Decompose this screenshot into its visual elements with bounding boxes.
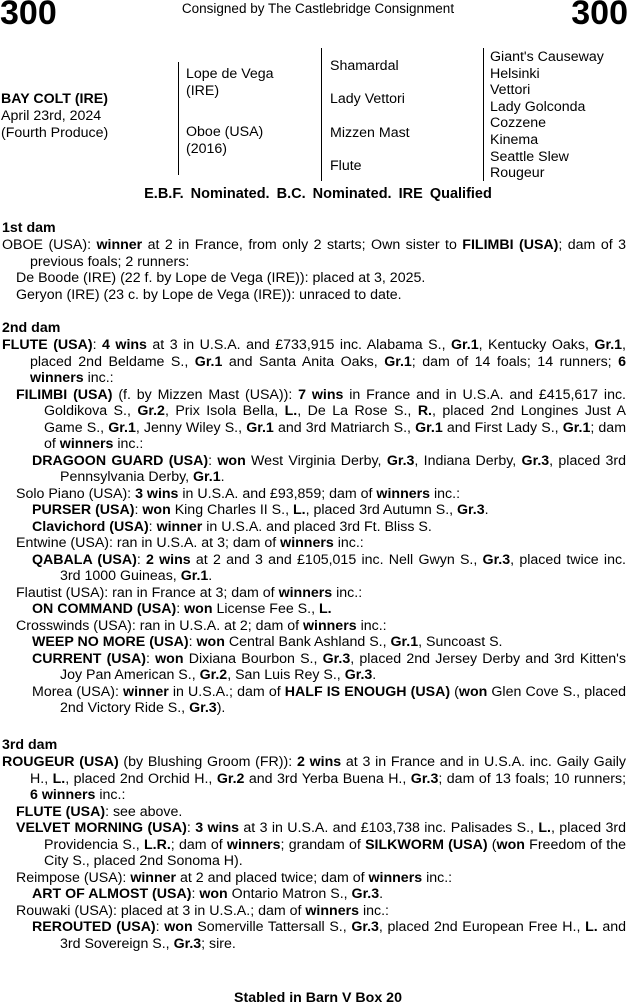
pedigree-gen3-1: Giant's Causeway: [490, 49, 604, 65]
pedigree-gen3-8: Rougeur: [490, 165, 545, 182]
dam-year: (2016): [186, 141, 228, 157]
first-dam-paragraph: OBOE (USA): winner at 2 in France, from only 2 starts; Own sister to FILIMBI (USA); dam of 3 previous foals; 2 runners:: [2, 237, 626, 270]
foal-reimpose: Reimpose (USA): winner at 2 and placed twice; dam of winners inc.:: [16, 869, 453, 886]
foal-dragoon-guard: DRAGOON GUARD (USA): won West Virginia Derby, Gr.3, Indiana Derby, Gr.3, placed 3rd Pennsylvania Derby, Gr.1.: [32, 452, 627, 485]
horse-foaled: April 23rd, 2024: [1, 108, 102, 124]
second-dam-heading: 2nd dam: [2, 320, 61, 336]
foal-art-of-almost: ART OF ALMOST (USA): won Ontario Matron S., Gr.3.: [32, 886, 384, 902]
horse-name: BAY COLT (IRE): [1, 91, 108, 107]
first-dam-section: [2, 220, 626, 303]
third-dam-rougeur: ROUGEUR (USA) (by Blushing Groom (FR)): 2 wins at 3 in France and in U.S.A. inc. Gaily Gaily H., L., placed 2nd Orchid H., Gr.2 and 3rd Yerba Buena H., Gr.3; dam of 13 foals; 10 runners; 6 winners inc.:: [2, 754, 627, 803]
third-dam-heading: 3rd dam: [2, 737, 58, 753]
sire-name: Lope de Vega: [186, 66, 274, 82]
second-dam-flute: FLUTE (USA): 4 wins at 3 in U.S.A. and £733,915 inc. Alabama S., Gr.1, Kentucky Oaks, Gr.1, placed 2nd Beldame S., Gr.1 and Santa Anita Oaks, Gr.1; dam of 14 foals; 14 runners; 6 winners inc.:: [2, 337, 626, 386]
first-dam-foal-2: Geryon (IRE) (23 c. by Lope de Vega (IRE)): unraced to date.: [16, 286, 402, 303]
pedigree-bracket-3: [483, 48, 484, 181]
second-dam-section: [2, 320, 626, 717]
third-dam-section: [2, 737, 626, 952]
first-dam-foal-1: De Boode (IRE) (22 f. by Lope de Vega (IRE)): placed at 3, 2025.: [16, 270, 426, 286]
nominations-line: E.B.F. Nominated. B.C. Nominated. IRE Qualified: [144, 186, 492, 202]
foal-flute-ref: FLUTE (USA): see above.: [16, 803, 183, 820]
foal-solo-piano: Solo Piano (USA): 3 wins in U.S.A. and £93,859; dam of winners inc.:: [16, 485, 461, 502]
dam-name: Oboe (USA): [186, 124, 264, 140]
stabling-footer: Stabled in Barn V Box 20: [234, 990, 402, 1006]
foal-clavichord: Clavichord (USA): winner in U.S.A. and placed 3rd Ft. Bliss S.: [32, 518, 432, 535]
pedigree-gen2-3: Mizzen Mast: [330, 125, 410, 141]
pedigree-gen3-6: Kinema: [490, 131, 539, 148]
foal-flautist: Flautist (USA): ran in France at 3; dam of winners inc.:: [16, 584, 363, 601]
pedigree-gen2-1: Shamardal: [330, 58, 399, 74]
foal-on-command: ON COMMAND (USA): won License Fee S., L.: [32, 601, 332, 617]
foal-rerouted: REROUTED (USA): won Somerville Tattersall S., Gr.3, placed 2nd European Free H., L. and 3rd Sovereign S., Gr.3; sire.: [32, 919, 626, 952]
pedigree-bracket-2: [321, 48, 322, 181]
foal-morea: Morea (USA): winner in U.S.A.; dam of HALF IS ENOUGH (USA) (won Glen Cove S., placed 2nd Victory Ride S., Gr.3).: [32, 683, 627, 716]
pedigree-gen3-5: Cozzene: [490, 115, 546, 132]
pedigree-bracket-1: [178, 62, 179, 175]
pedigree-gen2-2: Lady Vettori: [330, 91, 405, 107]
foal-crosswinds: Crosswinds (USA): ran in U.S.A. at 2; dam of winners inc.:: [16, 617, 387, 634]
lot-number-left: 300: [0, 0, 57, 32]
pedigree-gen3-4: Lady Golconda: [490, 98, 586, 115]
lot-number-right: 300: [571, 0, 628, 32]
pedigree-gen3-2: Helsinki: [490, 65, 540, 82]
foal-velvet-morning: VELVET MORNING (USA): 3 wins at 3 in U.S.A. and £103,738 inc. Palisades S., L., placed 3rd Providencia S., L.R.; dam of winners; grandam of SILKWORM (USA) (won Freedom of the City S., placed 2nd Sonoma H).: [16, 820, 626, 869]
foal-rouwaki: Rouwaki (USA): placed at 3 in U.S.A.; dam of winners inc.:: [16, 902, 389, 919]
foal-purser: PURSER (USA): won King Charles II S., L., placed 3rd Autumn S., Gr.3.: [32, 502, 489, 518]
foal-current: CURRENT (USA): won Dixiana Bourbon S., Gr.3, placed 2nd Jersey Derby and 3rd Kitten's Joy Pan American S., Gr.2, San Luis Rey S., Gr.3.: [32, 650, 626, 683]
pedigree-gen3: [490, 49, 604, 182]
foal-weep-no-more: WEEP NO MORE (USA): won Central Bank Ashland S., Gr.1, Suncoast S.: [32, 634, 503, 650]
pedigree-gen3-3: Vettori: [490, 82, 531, 99]
foal-entwine: Entwine (USA): ran in U.S.A. at 3; dam of winners inc.:: [16, 535, 364, 551]
pedigree-gen2-4: Flute: [330, 158, 362, 174]
horse-title-block: [1, 91, 108, 142]
foal-qabala: QABALA (USA): 2 wins at 2 and 3 and £105,015 inc. Nell Gwyn S., Gr.3, placed twice inc. 3rd 1000 Guineas, Gr.1.: [32, 551, 626, 584]
consignor-line: Consigned by The Castlebridge Consignment: [181, 1, 455, 16]
sire-country: (IRE): [186, 83, 220, 99]
first-dam-heading: 1st dam: [2, 220, 56, 236]
horse-produce: (Fourth Produce): [1, 125, 109, 141]
pedigree-gen3-7: Seattle Slew: [490, 148, 569, 165]
foal-filimbi: FILIMBI (USA) (f. by Mizzen Mast (USA)): 7 wins in France and in U.S.A. and £415,617 inc. Goldikova S., Gr.2, Prix Isola Bella, L., De La Rose S., R., placed 2nd Longines Just A Game S., Gr.1, Jenny Wiley S., Gr.1 and 3rd Matriarch S., Gr.1 and First Lady S., Gr.1; dam of winners inc.:: [16, 386, 627, 452]
